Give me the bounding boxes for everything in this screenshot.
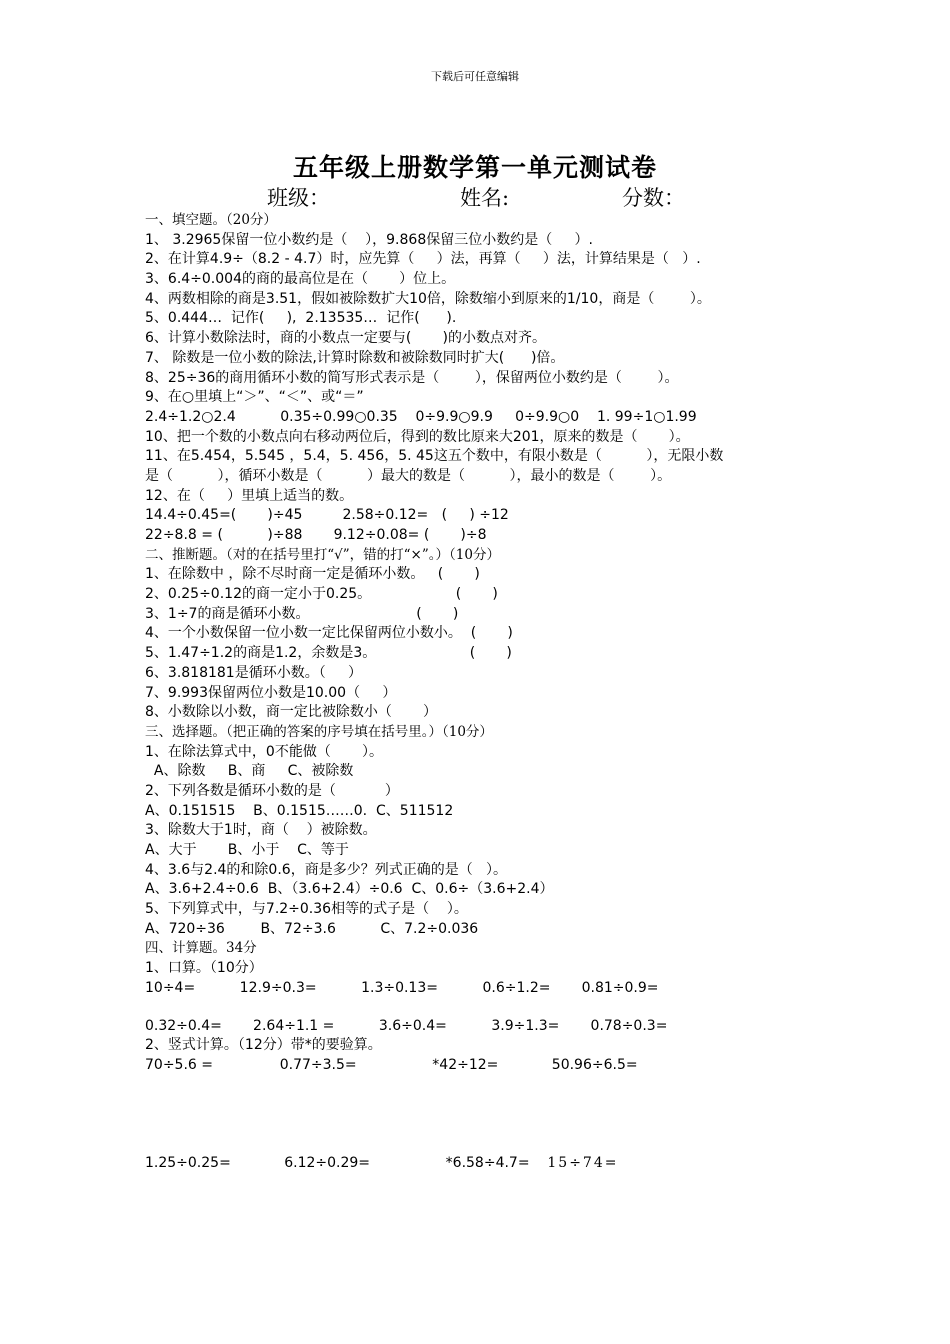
question-line: 4、3.6与2.4的和除0.6，商是多少？列式正确的是（ ）。 <box>145 861 508 878</box>
question-line: 11、在5.454，5.545 ，5.4，5. 456，5. 45这五个数中，有限小数是（ ），无限小数 <box>145 448 724 465</box>
question-line: 6、计算小数除法时，商的小数点一定要与( )的小数点对齐。 <box>145 330 546 347</box>
question-line: 6、3.818181是循环小数。（ ） <box>145 664 362 681</box>
question-line: 7、 除数是一位小数的除法,计算时除数和被除数同时扩大( )倍。 <box>145 349 565 366</box>
page-title: 五年级上册数学第一单元测试卷 <box>292 153 657 182</box>
question-line: 2、0.25÷0.12的商一定小于0.25。 ( ) <box>145 586 498 603</box>
options-line: A、3.6+2.4÷0.6 B、（3.6+2.4）÷0.6 C、0.6÷（3.6+2.4） <box>145 881 554 898</box>
question-line: 8、25÷36的商用循环小数的简写形式表示是（ ），保留两位小数约是（ ）。 <box>145 369 679 386</box>
vertical-calc-row: 70÷5.6 = 0.77÷3.5= *42÷12= 50.96÷6.5= <box>145 1056 638 1073</box>
question-line: 12、在（ ）里填上适当的数。 <box>145 487 354 504</box>
name-label: 姓名: <box>460 186 510 210</box>
options-line: A、除数 B、商 C、被除数 <box>145 763 354 780</box>
question-line: 是（ ），循环小数是（ ）最大的数是（ ），最小的数是（ ）。 <box>145 467 672 484</box>
question-line: 2.4÷1.2○2.4 0.35÷0.99○0.35 0÷9.9○9.9 0÷9.9○0 1. 99÷1○1.99 <box>145 408 697 425</box>
exam-content <box>145 211 845 1173</box>
student-info-row <box>0 182 950 212</box>
question-line: 5、0.444… 记作( ), 2.13535… 记作( ). <box>145 310 457 327</box>
question-line: 5、1.47÷1.2的商是1.2，余数是3。 ( ) <box>145 645 512 662</box>
options-line: A、720÷36 B、72÷3.6 C、7.2÷0.036 <box>145 920 479 937</box>
section-heading-fill-blank: 一、填空题。（20分） <box>145 212 277 228</box>
question-line: 10、把一个数的小数点向右移动两位后，得到的数比原来大201，原来的数是（ ）。 <box>145 428 690 445</box>
options-line: A、大于 B、小于 C、等于 <box>145 842 349 858</box>
question-line: 3、除数大于1时，商（ ）被除数。 <box>145 822 377 839</box>
question-line: 2、下列各数是循环小数的是（ ） <box>145 782 399 799</box>
question-line: 4、一个小数保留一位小数一定比保留两位小数小。 ( ) <box>145 625 513 642</box>
subsection-heading: 2、竖式计算。（12分）带*的要验算。 <box>145 1037 382 1054</box>
question-line: 1、在除数中 ，除不尽时商一定是循环小数。 ( ) <box>145 566 480 583</box>
question-line: 7、9.993保留两位小数是10.00（ ） <box>145 684 397 701</box>
question-line: 8、小数除以小数，商一定比被除数小（ ） <box>145 704 438 721</box>
question-line: 3、1÷7的商是循环小数。 ( ) <box>145 605 459 622</box>
class-label: 班级： <box>267 186 330 210</box>
score-label: 分数： <box>622 186 685 210</box>
vertical-calc-row <box>145 1154 845 1174</box>
question-line: 4、两数相除的商是3.51，假如被除数扩大10倍，除数缩小到原来的1/10，商是（ ）。 <box>145 290 711 307</box>
question-line: 5、下列算式中，与7.2÷0.36相等的式子是（ ）。 <box>145 901 468 918</box>
options-line: A、0.151515 B、0.1515……0. C、511512 <box>145 802 454 819</box>
question-line: 3、6.4÷0.004的商的最高位是在（ ）位上。 <box>145 271 456 288</box>
header-note: 下载后可任意编辑 <box>431 70 519 83</box>
question-line: 2、在计算4.9÷（8.2 - 4.7）时，应先算（ ）法，再算（ ）法，计算结果是（ ）. <box>145 251 701 268</box>
calc-item-last: 15÷74= <box>547 1154 619 1171</box>
section-heading-multiple-choice: 三、选择题。（把正确的答案的序号填在括号里。）（10分） <box>145 723 493 740</box>
subsection-heading: 1、口算。（10分） <box>145 960 263 977</box>
calc-items: 1.25÷0.25= 6.12÷0.29= *6.58÷4.7= <box>145 1154 548 1171</box>
mental-math-row: 0.32÷0.4= 2.64÷1.1 = 3.6÷0.4= 3.9÷1.3= 0.78÷0.3= <box>145 1017 668 1034</box>
question-line: 1、 3.2965保留一位小数约是（ ），9.868保留三位小数约是（ ）. <box>145 231 593 248</box>
mental-math-row: 10÷4= 12.9÷0.3= 1.3÷0.13= 0.6÷1.2= 0.81÷0.9= <box>145 979 659 996</box>
question-line: 14.4÷0.45=( )÷45 2.58÷0.12= ( ) ÷12 <box>145 507 509 524</box>
section-heading-calculation: 四、计算题。34分 <box>145 940 257 957</box>
section-heading-true-false: 二、推断题。（对的在括号里打“√”，错的打“×”。）（10分） <box>145 546 500 563</box>
question-line: 22÷8.8 = ( )÷88 9.12÷0.08= ( )÷8 <box>145 527 487 543</box>
question-line: 1、在除法算式中，0不能做（ ）。 <box>145 743 383 760</box>
question-line: 9、在○里填上“＞”、“＜”、或“＝” <box>145 389 364 406</box>
